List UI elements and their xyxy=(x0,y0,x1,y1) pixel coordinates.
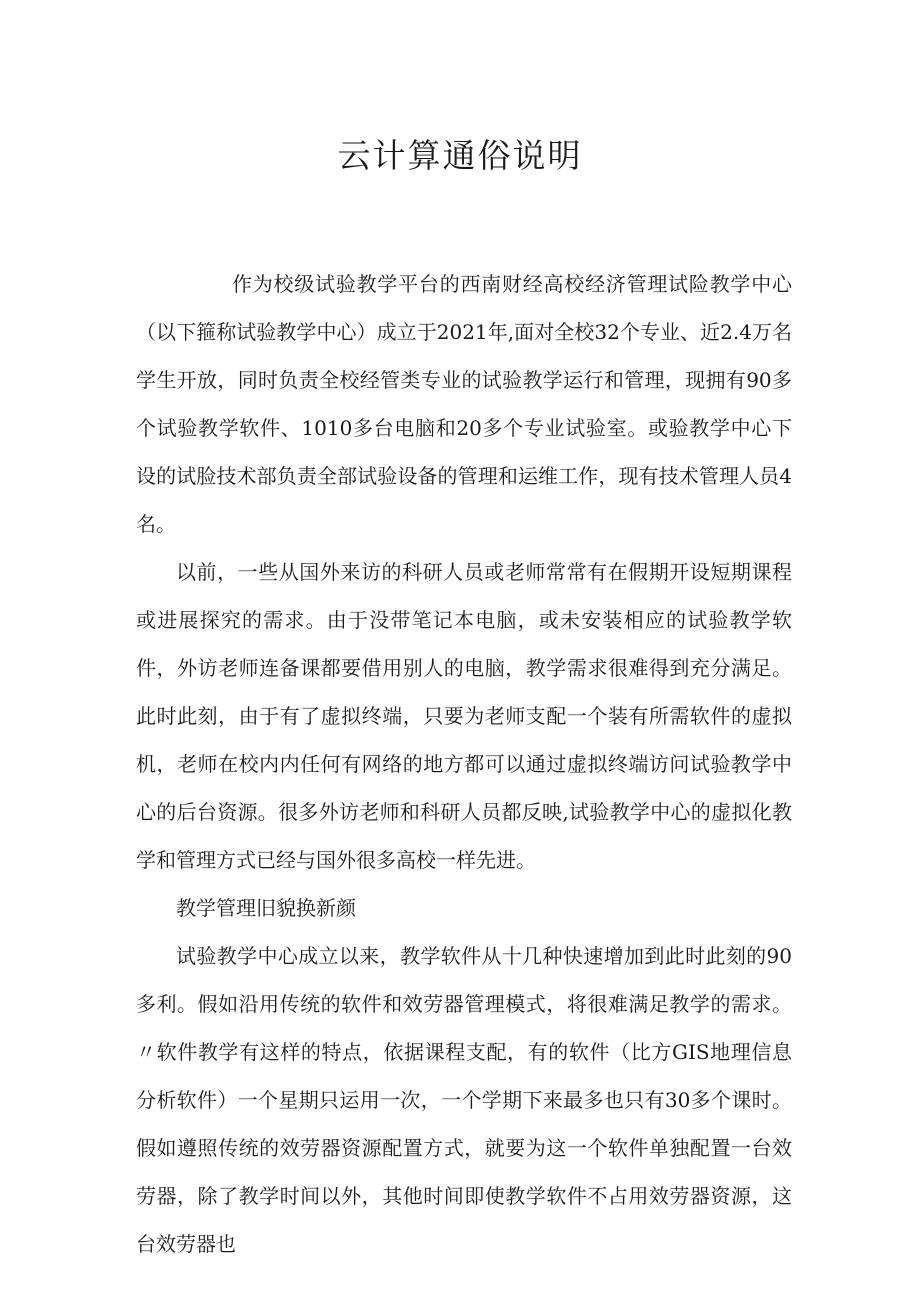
paragraph-intro: 作为校级试验教学平台的西南财经高校经济管理试险教学中心（以下箍称试验教学中心）成立于2021年,面对全校32个专业、近2.4万名学生开放，同时负责全校经管类专业的试验教学运行和管理，现拥有90多个试验教学软件、1010多台电脑和20多个专业试验室。或验教学中心下设的试脸技术部负责全部试验设备的管理和运维工作，现有技术管理人员4名。 xyxy=(136,272,792,536)
section-heading: 教学管理旧貌换新颜 xyxy=(176,896,356,920)
document-title: 云计算通俗说明 xyxy=(337,136,583,175)
document-body xyxy=(136,260,792,1268)
paragraph-virtual-terminal: 以前，一些从国外来访的科研人员或老师常常有在假期开设短期课程或进展探究的需求。由于没带笔记本电脑，或未安装相应的试验教学软件，外访老师连备课都要借用别人的电脑，教学需求很难得到充分满足。此时此刻，由于有了虚拟终端，只要为老师支配一个装有所需软件的虚拟机，老师在校内内任何有网络的地方都可以通过虚拟终端访问试验教学中心的后台资源。很多外访老师和科研人员都反映,试验教学中心的虚拟化教学和管理方式已经与国外很多高校一样先进。 xyxy=(136,560,792,872)
paragraph-software-management: 试验教学中心成立以来，教学软件从十几种快速增加到此时此刻的90多利。假如沿用传统的软件和效劳器管理模式，将很难满足教学的需求。〃软件教学有这样的特点，依据课程支配，有的软件（比方GIS地理信息分析软件）一个星期只运用一次，一个学期下来最多也只有30多个课时。假如遵照传统的效劳器资源配置方式，就要为这一个软件单独配置一台效劳器，除了教学时间以外，其他时间即使教学软件不占用效劳器资源，这台效劳器也 xyxy=(136,944,792,1256)
